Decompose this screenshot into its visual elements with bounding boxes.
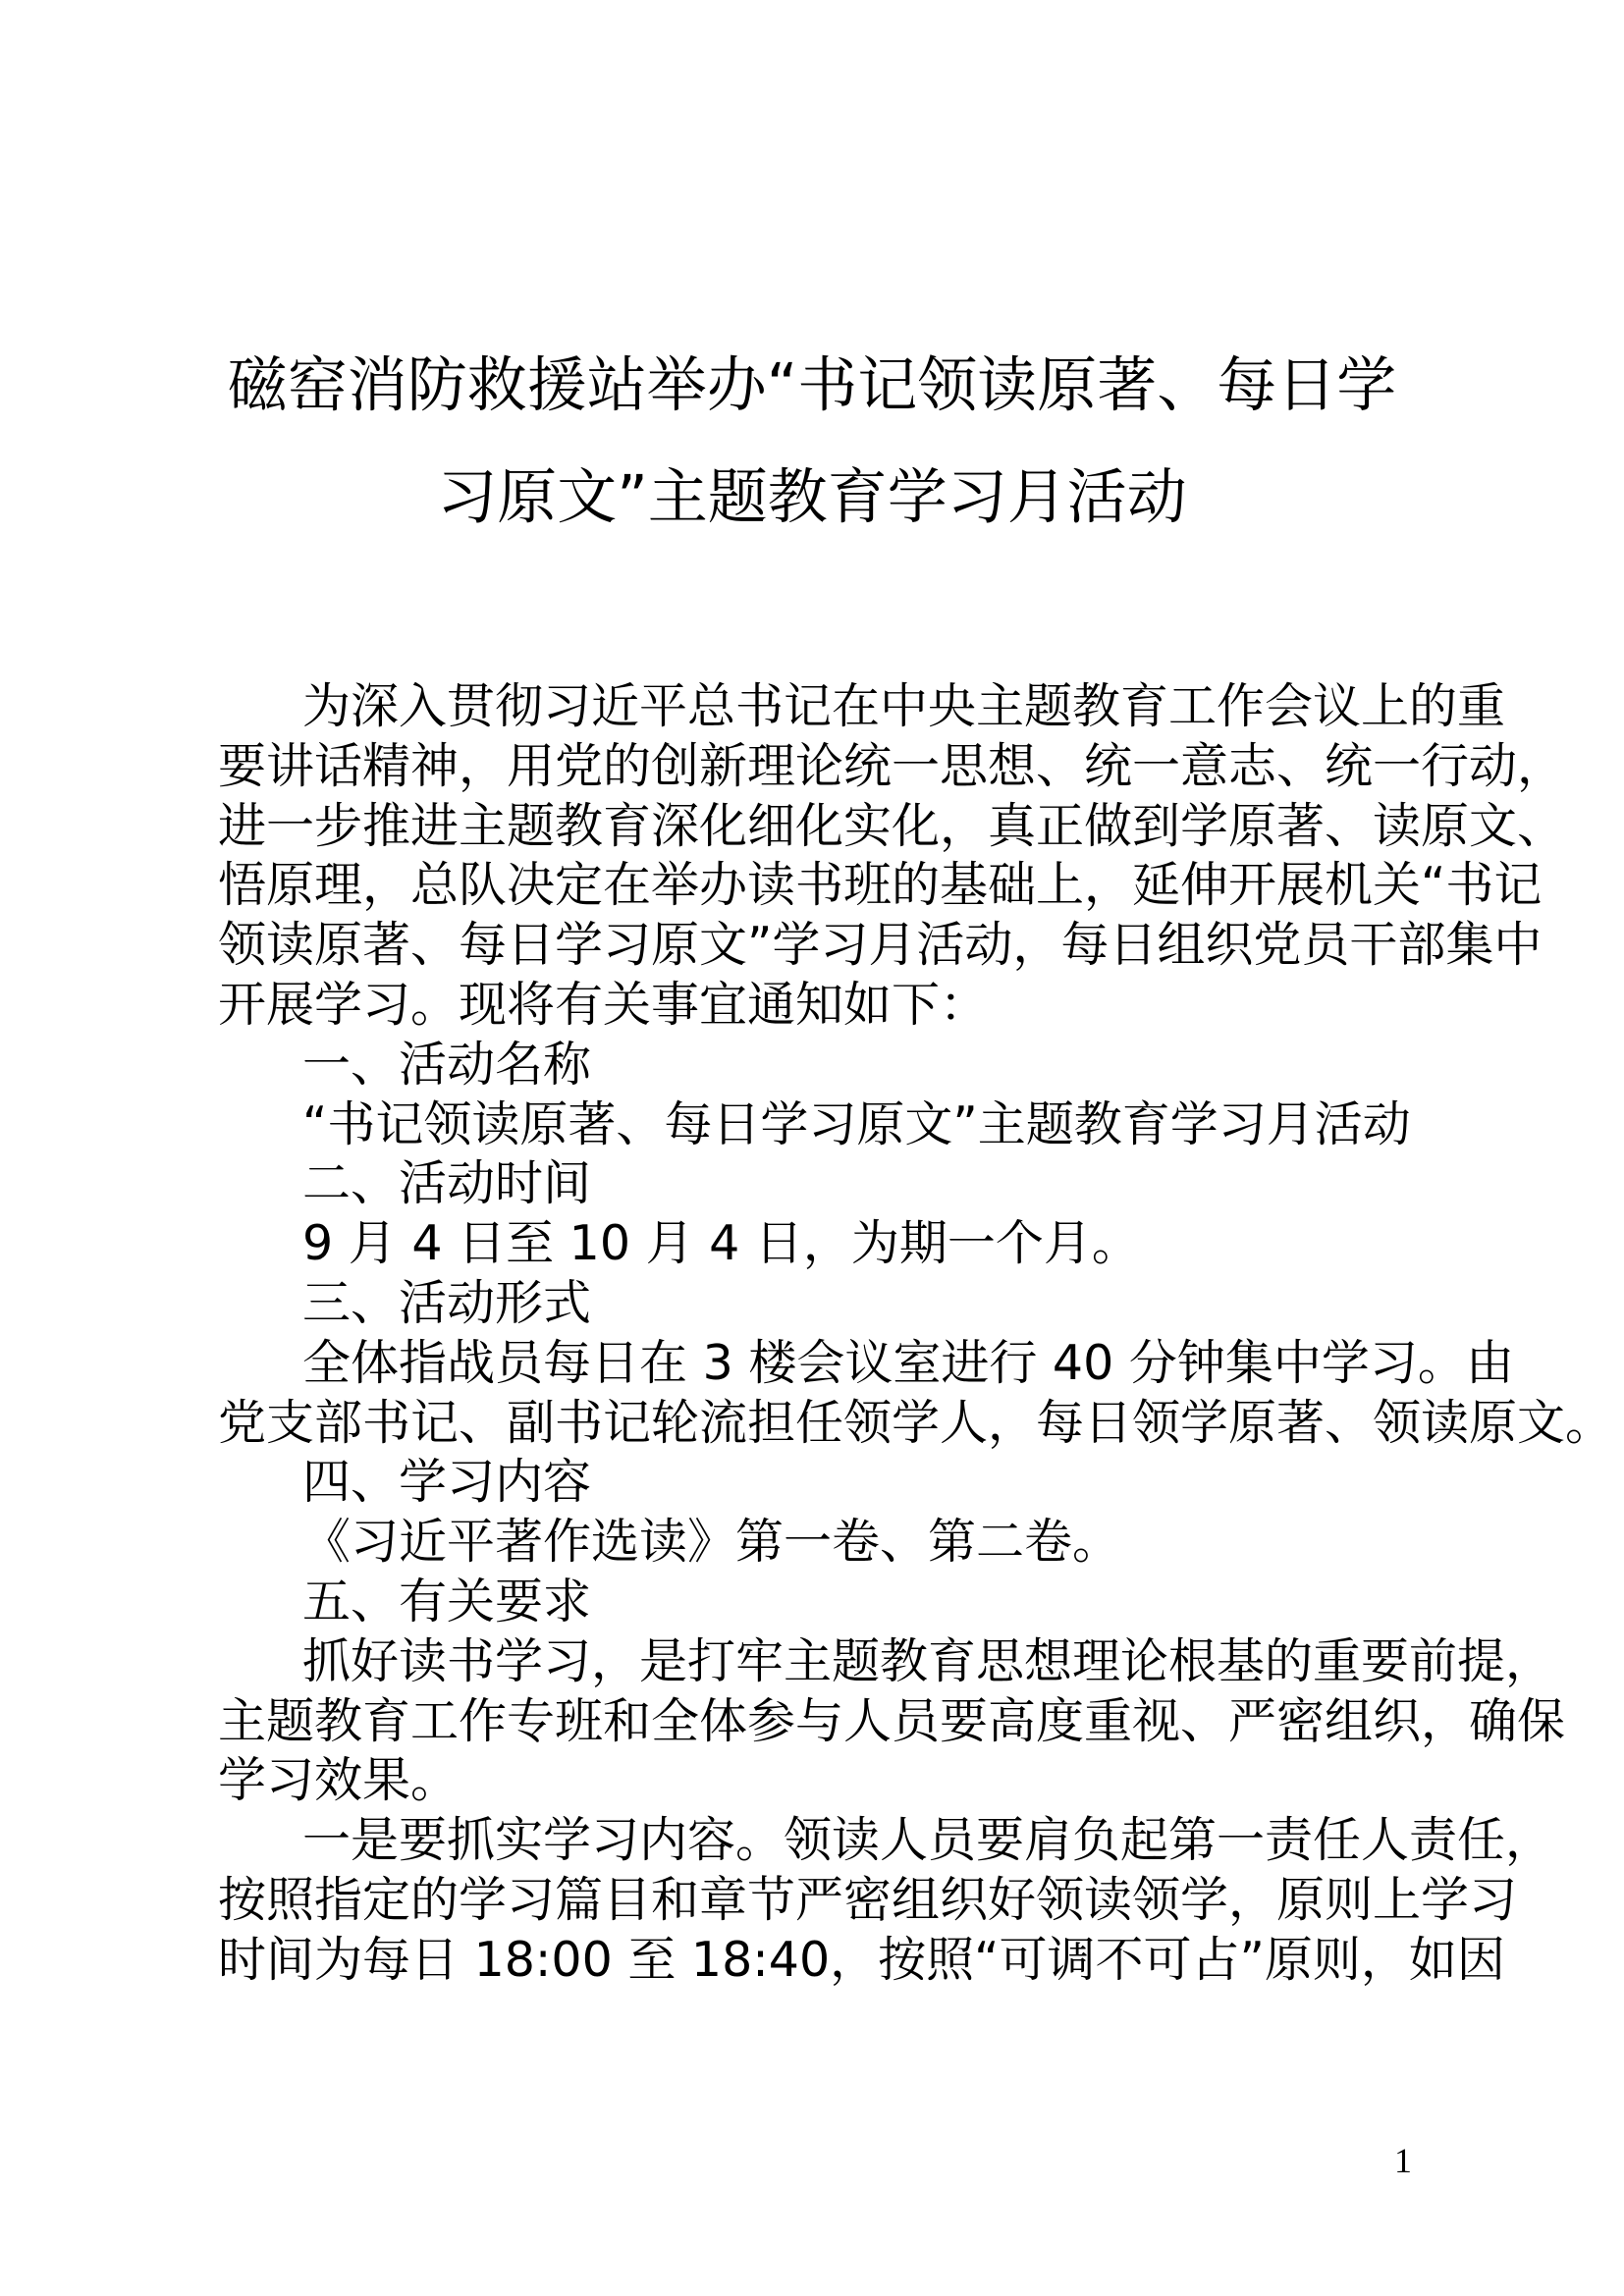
body-line: 《习近平著作选读》第一卷、第二卷。 [302, 1514, 1121, 1571]
body-line: 悟原理，总队决定在举办读书班的基础上，延伸开展机关“书记 [218, 857, 1543, 914]
body-line: 全体指战员每日在 3 楼会议室进行 40 分钟集中学习。由 [302, 1334, 1514, 1391]
body-line: 9 月 4 日至 10 月 4 日，为期一个月。 [302, 1215, 1140, 1272]
body-line: 时间为每日 18:00 至 18:40，按照“可调不可占”原则，如因 [218, 1931, 1505, 1988]
body-line: 抓好读书学习，是打牢主题教育思想理论根基的重要前提， [302, 1632, 1554, 1689]
body-line: 开展学习。现将有关事宜通知如下： [218, 977, 989, 1033]
body-line: 进一步推进主题教育深化细化实化，真正做到学原著、读原文、 [218, 797, 1566, 854]
page-number: 1 [1394, 2141, 1412, 2180]
body-line: 党支部书记、副书记轮流担任领学人，每日领学原著、领读原文。 [218, 1394, 1614, 1451]
body-line: 一、活动名称 [302, 1036, 592, 1093]
body-line: 领读原著、每日学习原文”学习月活动，每日组织党员干部集中 [218, 917, 1543, 974]
body-line: 要讲话精神，用党的创新理论统一思想、统一意志、统一行动， [218, 737, 1566, 794]
body-line: 二、活动时间 [302, 1155, 592, 1212]
document-title-line-2: 习原文”主题教育学习月活动 [437, 462, 1187, 532]
body-line: 按照指定的学习篇目和章节严密组织好领读领学，原则上学习 [218, 1872, 1518, 1928]
body-line: 主题教育工作专班和全体参与人员要高度重视、严密组织，确保 [218, 1692, 1566, 1749]
body-line: 五、有关要求 [302, 1574, 592, 1629]
document-title-line-1: 磁窑消防救援站举办“书记领读原著、每日学 [227, 350, 1397, 420]
body-line: 一是要抓实学习内容。领读人员要肩负起第一责任人责任， [302, 1812, 1554, 1869]
body-line: “书记领读原著、每日学习原文”主题教育学习月活动 [302, 1095, 1411, 1152]
body-line: 四、学习内容 [302, 1454, 592, 1511]
body-line: 三、活动形式 [302, 1275, 592, 1331]
body-line: 为深入贯彻习近平总书记在中央主题教育工作会议上的重 [302, 678, 1506, 734]
body-line: 学习效果。 [218, 1752, 460, 1809]
